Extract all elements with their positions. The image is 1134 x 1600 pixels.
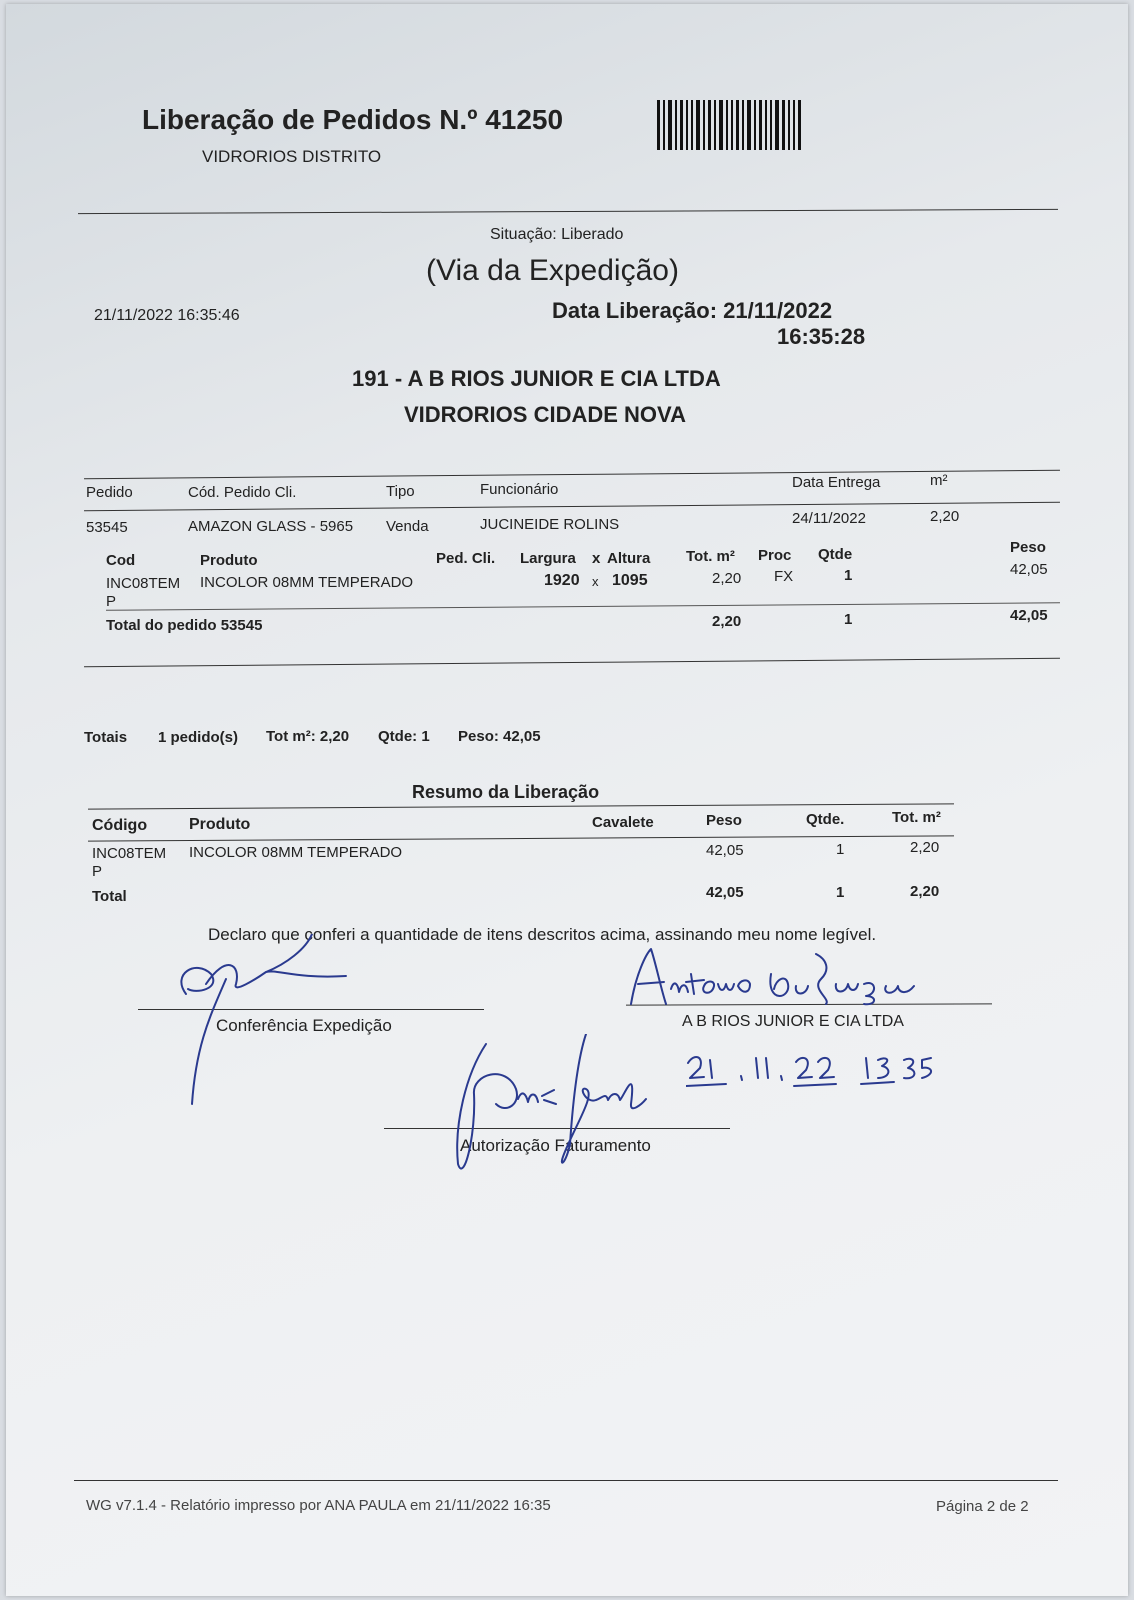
order-number: 53545	[86, 519, 128, 536]
totals-m2: Tot m²: 2,20	[266, 728, 350, 745]
document-page	[6, 4, 1128, 1596]
item-header-proc: Proc	[758, 547, 792, 564]
item-product: INCOLOR 08MM TEMPERADO	[200, 574, 414, 591]
item-header-x: x	[592, 550, 601, 567]
item-header-qtde: Qtde	[818, 546, 853, 563]
summary-title: Resumo da Liberação	[412, 782, 600, 802]
summary-header-produto: Produto	[189, 816, 251, 833]
item-header-altura: Altura	[607, 550, 651, 567]
header-divider	[78, 209, 1058, 214]
summary-code-wrap: P	[92, 863, 103, 880]
employee-name: JUCINEIDE ROLINS	[480, 516, 620, 533]
footer-rule	[74, 1480, 1058, 1481]
signature-client	[616, 934, 956, 1044]
totals-orders: 1 pedido(s)	[158, 729, 239, 746]
item-height: 1095	[612, 572, 648, 589]
totals-weight: Peso: 42,05	[458, 728, 541, 745]
summary-total-label: Total	[92, 888, 127, 905]
totals-label: Totais	[84, 729, 128, 746]
item-header-largura: Largura	[520, 550, 576, 567]
order-table-top-rule	[84, 470, 1060, 480]
order-type: Venda	[386, 518, 429, 535]
signature-faturamento	[446, 1034, 666, 1194]
summary-code: INC08TEM	[92, 845, 167, 862]
summary-header-qtde: Qtde.	[806, 811, 845, 828]
col-header-data-entrega: Data Entrega	[792, 474, 881, 491]
summary-weight: 42,05	[706, 842, 744, 859]
release-time: 16:35:28	[777, 324, 866, 349]
item-quantity: 1	[844, 567, 853, 584]
order-total-weight: 42,05	[1010, 607, 1048, 624]
order-total-label: Total do pedido 53545	[106, 617, 263, 634]
summary-total-quantity: 1	[836, 884, 845, 901]
company-short-name: VIDRORIOS DISTRITO	[202, 147, 382, 166]
summary-total-tot-m2: 2,20	[910, 883, 940, 900]
col-header-tipo: Tipo	[386, 483, 415, 500]
col-header-pedido: Pedido	[86, 484, 133, 501]
page-number: Página 2 de 2	[936, 1498, 1029, 1515]
copy-type-heading: (Via da Expedição)	[426, 254, 679, 287]
client-name: 191 - A B RIOS JUNIOR E CIA LTDA	[352, 366, 721, 391]
footer-print-info: WG v7.1.4 - Relatório impresso por ANA PAULA em 21/11/2022 16:35	[86, 1497, 551, 1514]
item-header-produto: Produto	[200, 552, 258, 569]
summary-tot-m2: 2,20	[910, 839, 940, 856]
col-header-funcionario: Funcionário	[480, 481, 559, 498]
item-process: FX	[774, 568, 794, 585]
signature-label-expedicao: Conferência Expedição	[216, 1016, 392, 1035]
summary-header-codigo: Código	[92, 817, 148, 834]
summary-header-tot-m2: Tot. m²	[892, 809, 941, 826]
client-branch: VIDRORIOS CIDADE NOVA	[404, 402, 686, 427]
signature-date	[686, 1048, 976, 1098]
summary-header-peso: Peso	[706, 812, 742, 829]
order-m2: 2,20	[930, 508, 960, 525]
item-tot-m2: 2,20	[712, 570, 742, 587]
summary-top-rule	[88, 803, 954, 809]
totals-quantity: Qtde: 1	[378, 728, 430, 745]
summary-header-cavalete: Cavalete	[592, 814, 654, 831]
declaration-text: Declaro que conferi a quantidade de itens descritos acima, assinando meu nome legível.	[208, 925, 877, 944]
item-dimension-separator: x	[592, 574, 599, 589]
col-header-m2: m²	[930, 472, 948, 489]
item-width: 1920	[544, 572, 580, 589]
summary-product: INCOLOR 08MM TEMPERADO	[189, 844, 403, 861]
item-weight: 42,05	[1010, 561, 1048, 578]
item-code: INC08TEM	[106, 575, 181, 592]
order-total-m2: 2,20	[712, 613, 742, 630]
item-header-peso: Peso	[1010, 539, 1046, 556]
release-date: Data Liberação: 21/11/2022	[552, 298, 833, 323]
client-order-code: AMAZON GLASS - 5965	[188, 518, 354, 535]
delivery-date: 24/11/2022	[792, 510, 866, 527]
item-code-wrap: P	[106, 593, 117, 610]
signature-label-faturamento: Autorização Faturamento	[460, 1136, 651, 1155]
item-header-cod: Cod	[106, 552, 136, 569]
col-header-cod-pedido-cli: Cód. Pedido Cli.	[188, 484, 297, 501]
summary-header-rule	[88, 835, 954, 841]
order-header-rule	[84, 502, 1060, 512]
summary-quantity: 1	[836, 841, 845, 858]
item-header-ped-cli: Ped. Cli.	[436, 550, 496, 567]
order-table-bottom-rule	[84, 658, 1060, 668]
signature-expedicao	[166, 934, 426, 1134]
barcode	[657, 100, 804, 150]
signature-label-client: A B RIOS JUNIOR E CIA LTDA	[682, 1013, 904, 1030]
item-header-tot-m2: Tot. m²	[686, 548, 735, 565]
status-label: Situação: Liberado	[490, 226, 624, 243]
summary-total-weight: 42,05	[706, 884, 744, 901]
print-timestamp: 21/11/2022 16:35:46	[94, 307, 240, 324]
order-total-rule	[106, 602, 1060, 610]
document-title: Liberação de Pedidos N.º 41250	[142, 104, 564, 135]
order-total-quantity: 1	[844, 611, 853, 628]
